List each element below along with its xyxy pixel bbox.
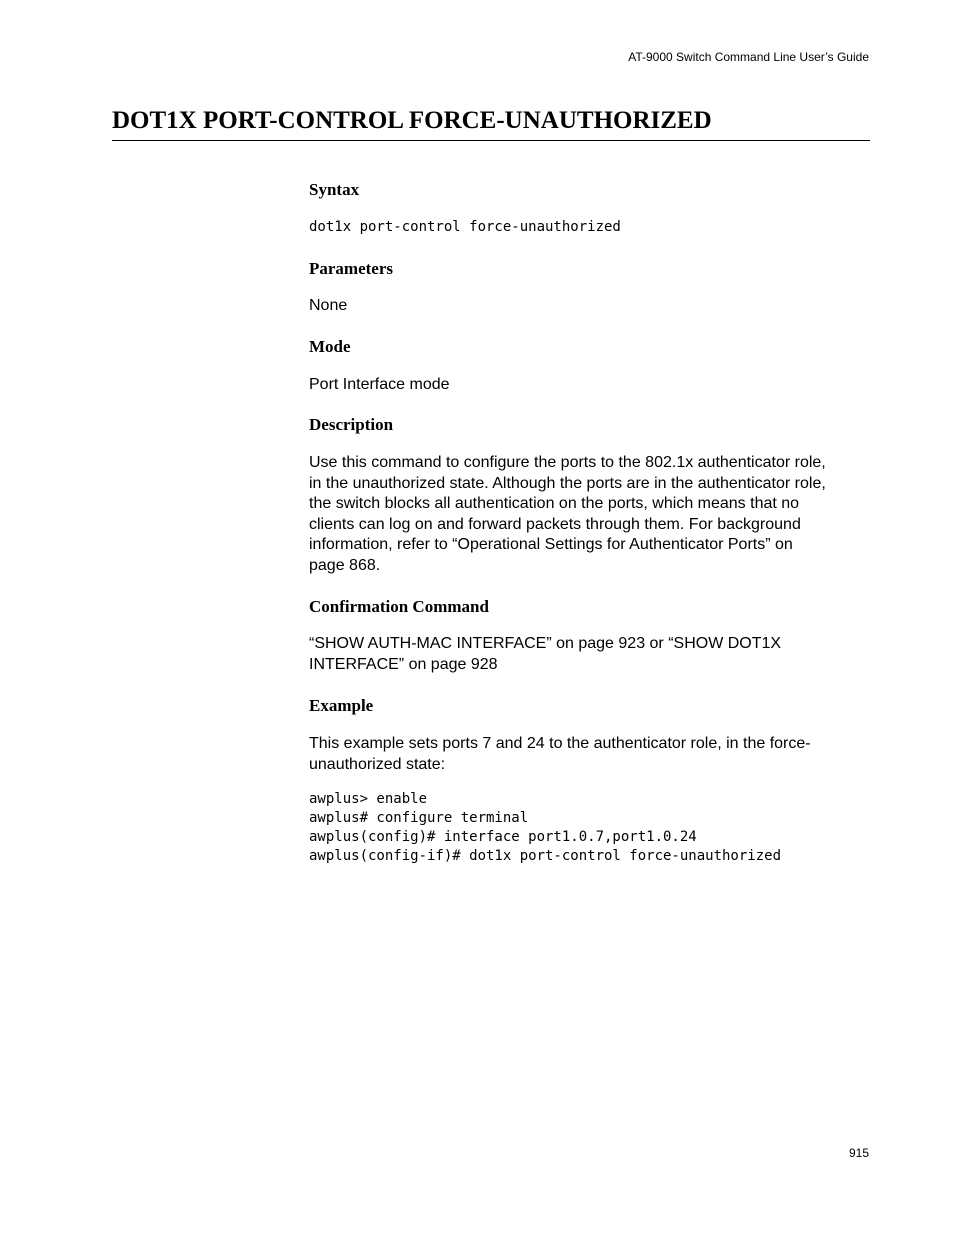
confirmation-paragraph <box>309 634 869 675</box>
confirmation-line: INTERFACE” on page 928 <box>309 655 498 673</box>
parameters-section <box>309 259 869 317</box>
mode-heading: Mode <box>309 336 351 356</box>
parameters-heading: Parameters <box>309 259 394 278</box>
example-paragraph <box>309 734 869 775</box>
example-code-block <box>309 790 869 866</box>
parameters-text: None <box>309 297 348 314</box>
confirmation-heading: Confirmation Command <box>309 597 489 616</box>
description-heading: Description <box>309 415 394 434</box>
syntax-heading: Syntax <box>309 180 360 199</box>
description-line: clients can log on and forward packets through them. For background <box>309 515 801 533</box>
example-code-line: awplus> enable <box>309 791 428 807</box>
syntax-section <box>309 180 869 237</box>
page-number: 915 <box>848 1146 869 1160</box>
running-header: AT-9000 Switch Command Line User’s Guide <box>628 50 869 64</box>
description-line: Use this command to configure the ports to the 802.1x authenticator role, <box>309 454 826 471</box>
confirmation-line: “SHOW AUTH-MAC INTERFACE” on page 923 or “SHOW DOT1X <box>309 635 782 652</box>
description-section <box>309 415 869 576</box>
mode-section <box>309 337 869 396</box>
example-line: This example sets ports 7 and 24 to the authenticator role, in the force- <box>309 735 811 752</box>
main-content <box>309 180 869 866</box>
description-line: the switch blocks all authentication on the ports, which means that no <box>309 495 800 512</box>
description-line: information, refer to “Operational Settings for Authenticator Ports” on <box>309 536 793 553</box>
example-code-line: awplus(config)# interface port1.0.7,port1.0.24 <box>309 829 697 845</box>
description-line: in the unauthorized state. Although the ports are in the authenticator role, <box>309 474 826 492</box>
example-section <box>309 696 869 866</box>
example-code-line: awplus(config-if)# dot1x port-control force-unauthorized <box>309 848 782 864</box>
mode-text: Port Interface mode <box>309 375 450 393</box>
page-title: DOT1X PORT-CONTROL FORCE-UNAUTHORIZED <box>112 106 870 141</box>
syntax-code: dot1x port-control force-unauthorized <box>309 219 621 235</box>
example-heading: Example <box>309 696 374 715</box>
confirmation-section <box>309 597 869 675</box>
example-line: unauthorized state: <box>309 755 446 773</box>
description-line: page 868. <box>309 556 381 574</box>
example-code-line: awplus# configure terminal <box>309 810 529 826</box>
description-paragraph <box>309 453 869 576</box>
